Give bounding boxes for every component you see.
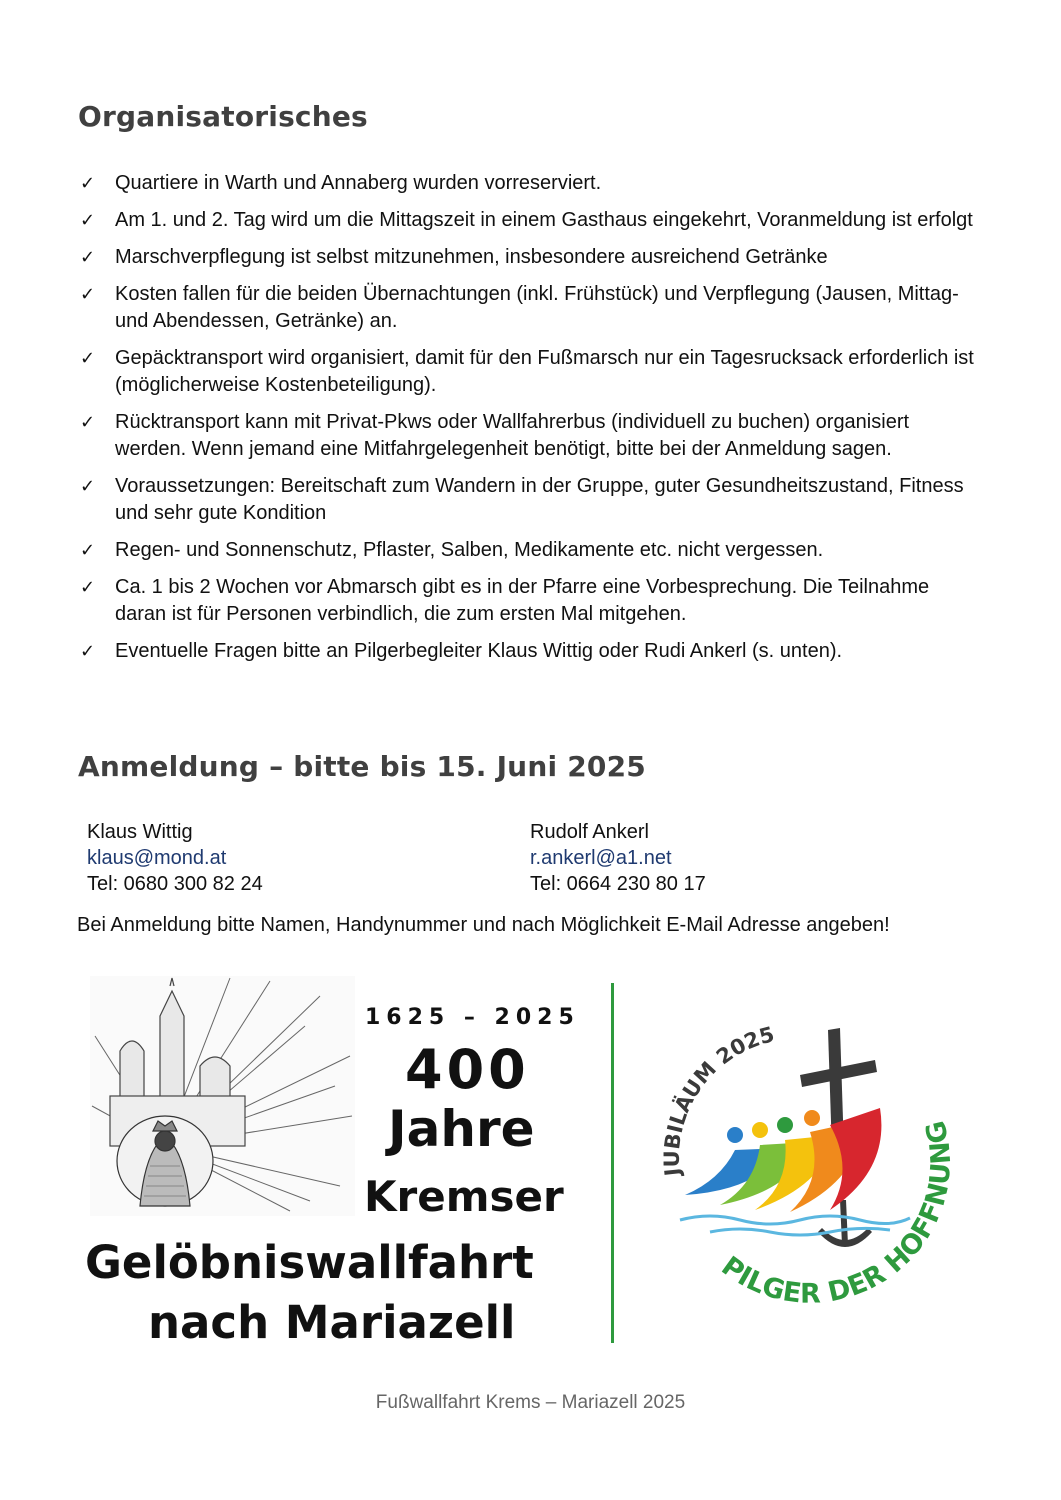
list-item: ✓ Regen- und Sonnenschutz, Pflaster, Salben, Medikamente etc. nicht vergessen. [80, 537, 980, 564]
list-item: ✓ Voraussetzungen: Bereitschaft zum Wandern in der Gruppe, guter Gesundheitszustand, Fitness und sehr gute Kondition [80, 475, 964, 524]
list-item: ✓ Kosten fallen für die beiden Übernachtungen (inkl. Frühstück) und Verpflegung (Jausen, Mittag- und Abendessen, Getränke) an. [80, 283, 959, 332]
check-icon: ✓ [80, 348, 96, 369]
logo-arc-top-text: JUBILÄUM 2025 [659, 1022, 777, 1178]
check-icon: ✓ [80, 641, 96, 662]
check-icon: ✓ [80, 173, 96, 194]
divider-line [611, 983, 614, 1343]
poster-years: 1625 – 2025 [365, 1005, 580, 1030]
list-item: ✓ Quartiere in Warth und Annaberg wurden vorreserviert. [80, 170, 980, 197]
check-icon: ✓ [80, 540, 96, 561]
water-waves-icon [680, 1216, 910, 1235]
check-icon: ✓ [80, 247, 96, 268]
page-footer: Fußwallfahrt Krems – Mariazell 2025 [375, 1392, 686, 1413]
check-icon: ✓ [80, 210, 96, 231]
check-icon: ✓ [80, 284, 96, 305]
registration-heading: Anmeldung – bitte bis 15. Juni 2025 [78, 750, 646, 783]
jubilaeum-2025-logo [640, 1000, 960, 1330]
contact-email-link[interactable]: klaus@mond.at [87, 847, 227, 869]
poster-kremser: Kremser [364, 1172, 564, 1221]
organisation-checklist [80, 170, 980, 675]
list-item: ✓ Am 1. und 2. Tag wird um die Mittagszeit in einem Gasthaus eingekehrt, Voranmeldung ist erfolgt [80, 207, 980, 234]
contact-email-link[interactable]: r.ankerl@a1.net [530, 847, 672, 869]
check-icon: ✓ [80, 577, 96, 598]
list-item: ✓ Eventuelle Fragen bitte an Pilgerbegleiter Klaus Wittig oder Rudi Ankerl (s. unten). [80, 638, 980, 665]
contact-name: Rudolf Ankerl [530, 821, 649, 843]
check-icon: ✓ [80, 412, 96, 433]
contact-phone: Tel: 0680 300 82 24 [87, 873, 263, 895]
poster-jahre: Jahre [388, 1100, 535, 1158]
contact-phone: Tel: 0664 230 80 17 [530, 873, 706, 895]
organisation-heading: Organisatorisches [78, 100, 368, 133]
check-icon: ✓ [80, 476, 96, 497]
registration-note: Bei Anmeldung bitte Namen, Handynummer und nach Möglichkeit E-Mail Adresse angeben! [77, 914, 890, 936]
pilgrims-icon [685, 1108, 881, 1212]
contact-card-ankerl [530, 819, 706, 897]
list-item: ✓ Ca. 1 bis 2 Wochen vor Abmarsch gibt es in der Pfarre eine Vorbesprechung. Die Teilnahme daran ist für Personen verbindlich, die zum ersten Mal mitgehen. [80, 576, 930, 625]
list-item: ✓ Marschverpflegung ist selbst mitzunehmen, insbesondere ausreichend Getränke [80, 244, 980, 271]
poster-nach-mariazell: nach Mariazell [148, 1296, 516, 1349]
poster-geloebniswallfahrt: Gelöbniswallfahrt [85, 1236, 534, 1289]
contact-name: Klaus Wittig [87, 821, 193, 843]
logo-arc-bottom-text: PILGER DER HOFFNUNG [715, 1117, 958, 1310]
list-item: ✓ Gepäcktransport wird organisiert, damit für den Fußmarsch nur ein Tagesrucksack erforderlich ist (möglicherweise Kostenbeteiligung). [80, 347, 974, 396]
contact-card-wittig [87, 819, 263, 897]
basilica-madonna-illustration [90, 976, 355, 1216]
list-item: ✓ Rücktransport kann mit Privat-Pkws oder Wallfahrerbus (individuell zu buchen) organisiert werden. Wenn jemand eine Mitfahrgelegenheit benötigt, bitte bei der Anmeldung sagen. [80, 411, 910, 460]
poster-400: 400 [405, 1038, 530, 1101]
